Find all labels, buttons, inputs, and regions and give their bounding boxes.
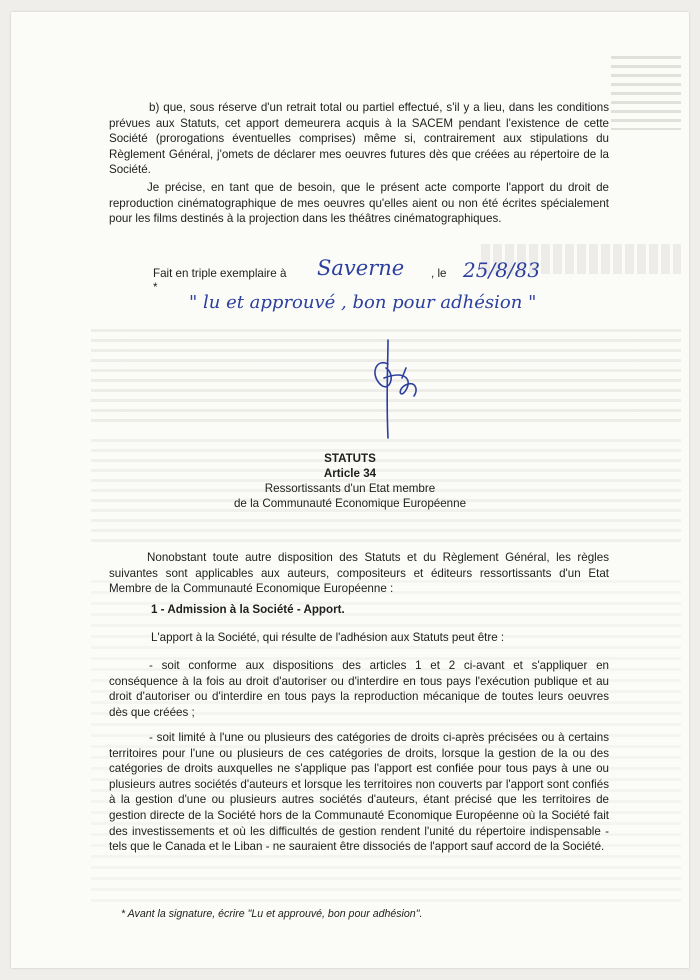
fait-label: Fait en triple exemplaire à [153, 267, 287, 280]
document-page [11, 12, 689, 968]
signature-scribble [366, 334, 426, 444]
paragraph-precise: Je précise, en tant que de besoin, que le présent acte comporte l'apport du droit de reproduction cinématographique de mes oeuvres qu'elles aient ou non été écrites spécialement pour les films destinés à la projection dans les théâtres cinématographiques. [109, 181, 609, 226]
article-intro: Nonobstant toute autre disposition des Statuts et du Règlement Général, les règles suivantes sont applicables aux auteurs, compositeurs et éditeurs ressortissants d'un Etat Membre de la Communauté Economique Européenne : [109, 551, 609, 596]
apport-item-1: - soit conforme aux dispositions des articles 1 et 2 ci-avant et s'appliquer en conséquence à la fois au droit d'autoriser ou d'interdire en tous pays l'exécution publique et au droit d'autoriser ou d'interdire en tous pays la reproduction mécanique de toutes leurs oeuvres dès que créées ; [109, 659, 609, 719]
handwritten-place: Saverne [317, 256, 405, 280]
apport-item-2: - soit limité à l'une ou plusieurs des catégories de droits ci-après précisées ou à certains territoires pour l'une ou plusieurs de ces catégories de droits, lorsque la gestion de la ou des catégories de droits auxquelles ne s'applique pas l'apport est confiée pour tous pays à une ou plusieurs autres sociétés d'auteurs et lorsque les territoires non couverts par l'apport sont confiés à la gestion d'une ou plusieurs autres sociétés d'auteurs, étant précisé que les territoires de gestion directe de la Société hors de la Communauté Economique Européenne où la Société fait des investissements et où les difficultés de gestion rendent l'unité du répertoire indispensable - tels que le Canada et le Liban - ne sauraient être dissociés de l'apport sauf accord de la Société. [109, 731, 609, 854]
asterisk-mark: * [153, 281, 158, 294]
section-1-heading: 1 - Admission à la Société - Apport. [151, 603, 345, 616]
handwritten-date: 25/8/83 [463, 258, 541, 282]
statuts-title: STATUTS [324, 452, 376, 465]
statuts-subtitle-2: de la Communauté Economique Européenne [233, 497, 467, 510]
footnote: * Avant la signature, écrire "Lu et approuvé, bon pour adhésion". [121, 908, 423, 920]
statuts-subtitle-1: Ressortissants d'un Etat membre [264, 482, 436, 495]
paragraph-b: b) que, sous réserve d'un retrait total ou partiel effectué, s'il y a lieu, dans les conditions prévues aux Statuts, cet apport demeurera acquis à la SACEM pendant l'existence de cette Société (prorogations éventuelles comprises) même si, contrairement aux stipulations du Règlement Général, j'omets de déclarer mes oeuvres futures dès que créées au répertoire de la Société. [109, 101, 609, 177]
handwritten-approval: " lu et approuvé , bon pour adhésion " [189, 292, 537, 313]
fait-date-label: , le [431, 267, 447, 280]
article-title: Article 34 [323, 467, 377, 480]
apport-intro: L'apport à la Société, qui résulte de l'adhésion aux Statuts peut être : [151, 631, 505, 644]
